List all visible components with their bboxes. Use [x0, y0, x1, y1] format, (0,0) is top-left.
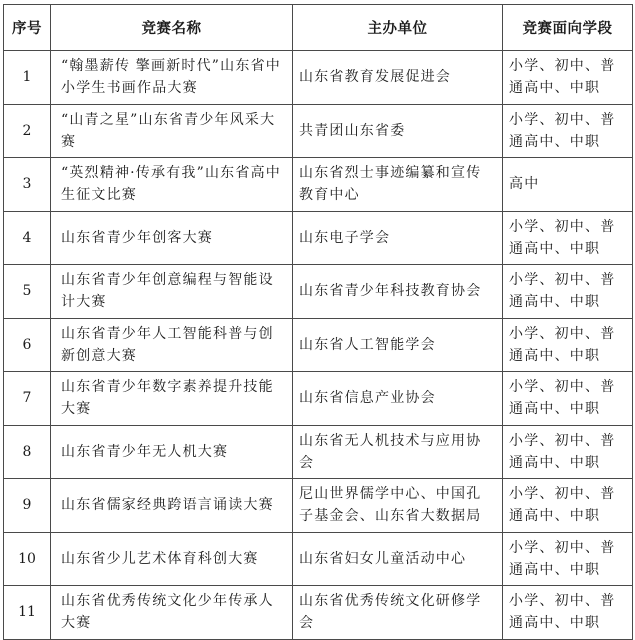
row-organizer: 山东省妇女儿童活动中心 [293, 532, 503, 586]
row-organizer: 山东省无人机技术与应用协会 [293, 425, 503, 479]
row-competition: 山东省儒家经典跨语言诵读大赛 [51, 479, 293, 533]
row-level: 小学、初中、普通高中、中职 [503, 586, 633, 640]
table-row [4, 372, 633, 426]
row-competition: 山东省青少年创意编程与智能设计大赛 [51, 265, 293, 319]
row-organizer: 山东省教育发展促进会 [293, 51, 503, 105]
row-level: 小学、初中、普通高中、中职 [503, 51, 633, 105]
row-organizer: 山东省人工智能学会 [293, 318, 503, 372]
header-row [4, 5, 633, 51]
row-level: 小学、初中、普通高中、中职 [503, 425, 633, 479]
table-row [4, 586, 633, 640]
row-level: 小学、初中、普通高中、中职 [503, 265, 633, 319]
table-row [4, 51, 633, 105]
row-organizer: 山东电子学会 [293, 211, 503, 265]
row-organizer: 山东省烈士事迹编纂和宣传教育中心 [293, 158, 503, 212]
header-organizer: 主办单位 [293, 5, 503, 51]
row-competition: 山东省优秀传统文化少年传承人大赛 [51, 586, 293, 640]
table-row [4, 211, 633, 265]
row-index: 3 [4, 158, 51, 212]
row-index: 1 [4, 51, 51, 105]
table-row [4, 318, 633, 372]
row-competition: “翰墨薪传 擎画新时代”山东省中小学生书画作品大赛 [51, 51, 293, 105]
row-competition: “英烈精神·传承有我”山东省高中生征文比赛 [51, 158, 293, 212]
row-competition: 山东省青少年数字素养提升技能大赛 [51, 372, 293, 426]
row-level: 小学、初中、普通高中、中职 [503, 104, 633, 158]
header-competition: 竞赛名称 [51, 5, 293, 51]
row-index: 8 [4, 425, 51, 479]
row-index: 10 [4, 532, 51, 586]
row-organizer: 尼山世界儒学中心、中国孔子基金会、山东省大数据局 [293, 479, 503, 533]
header-index: 序号 [4, 5, 51, 51]
table-row [4, 265, 633, 319]
row-level: 小学、初中、普通高中、中职 [503, 318, 633, 372]
row-organizer: 山东省信息产业协会 [293, 372, 503, 426]
row-organizer: 共青团山东省委 [293, 104, 503, 158]
table-row [4, 532, 633, 586]
row-index: 5 [4, 265, 51, 319]
row-index: 9 [4, 479, 51, 533]
row-organizer: 山东省优秀传统文化研修学会 [293, 586, 503, 640]
row-index: 11 [4, 586, 51, 640]
row-level: 小学、初中、普通高中、中职 [503, 372, 633, 426]
row-level: 高中 [503, 158, 633, 212]
row-organizer: 山东省青少年科技教育协会 [293, 265, 503, 319]
table-row [4, 158, 633, 212]
row-competition: 山东省青少年无人机大赛 [51, 425, 293, 479]
row-index: 6 [4, 318, 51, 372]
header-level: 竞赛面向学段 [503, 5, 633, 51]
table-row [4, 104, 633, 158]
row-level: 小学、初中、普通高中、中职 [503, 479, 633, 533]
competition-table [3, 4, 633, 640]
row-level: 小学、初中、普通高中、中职 [503, 532, 633, 586]
table-row [4, 425, 633, 479]
row-competition: 山东省少儿艺术体育科创大赛 [51, 532, 293, 586]
row-competition: 山东省青少年人工智能科普与创新创意大赛 [51, 318, 293, 372]
row-level: 小学、初中、普通高中、中职 [503, 211, 633, 265]
row-index: 2 [4, 104, 51, 158]
row-index: 7 [4, 372, 51, 426]
row-competition: “山青之星”山东省青少年风采大赛 [51, 104, 293, 158]
table-row [4, 479, 633, 533]
row-competition: 山东省青少年创客大赛 [51, 211, 293, 265]
row-index: 4 [4, 211, 51, 265]
